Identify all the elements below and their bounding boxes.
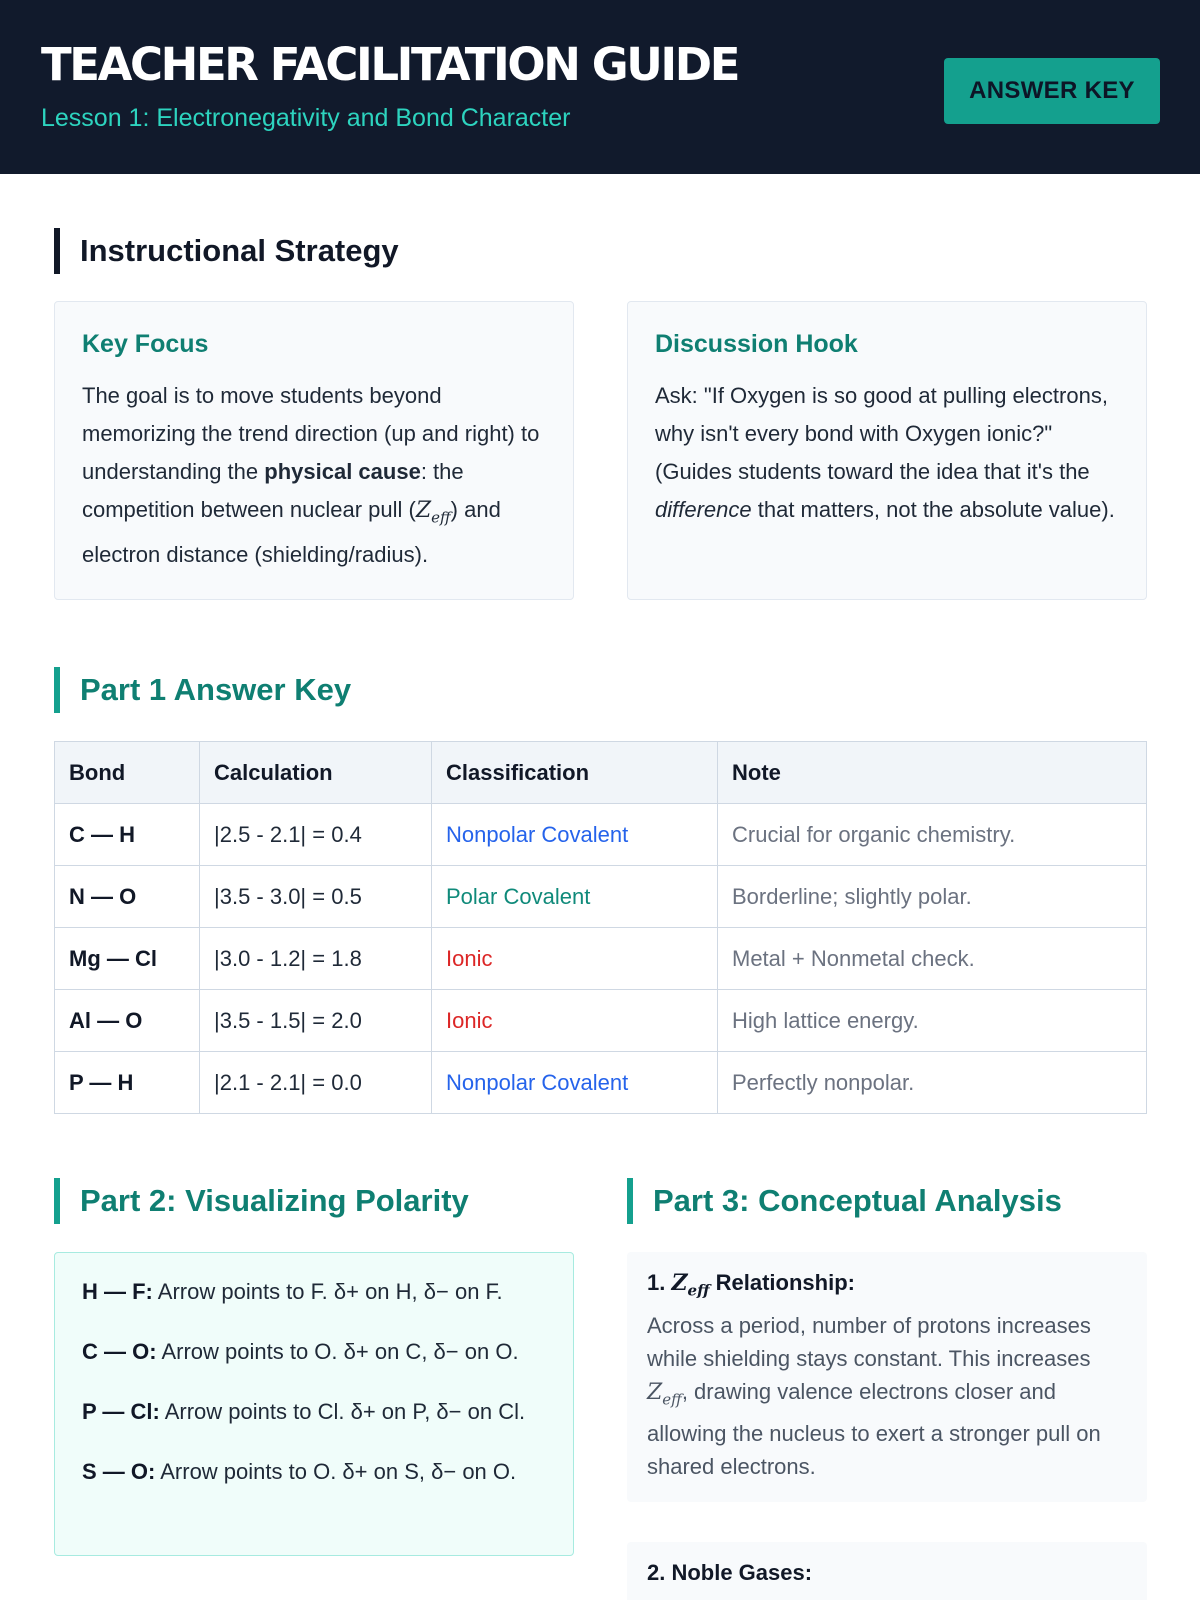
part2-heading: Part 2: Visualizing Polarity — [54, 1178, 469, 1224]
bond-cell: P — H — [55, 1052, 200, 1114]
list-item: S — O: Arrow points to O. δ+ on S, δ− on O. — [82, 1459, 517, 1484]
calculation-cell: |2.1 - 2.1| = 0.0 — [200, 1052, 432, 1114]
note-cell: Metal + Nonmetal check. — [718, 928, 1147, 990]
calculation-cell: |3.5 - 1.5| = 2.0 — [200, 990, 432, 1052]
answer-key-table — [54, 741, 1147, 1114]
lesson-subtitle: Lesson 1: Electronegativity and Bond Character — [41, 104, 571, 132]
instructional-strategy-heading: Instructional Strategy — [54, 228, 399, 274]
bond-cell: C — H — [55, 804, 200, 866]
key-focus-heading: Key Focus — [82, 330, 209, 358]
note-cell: Crucial for organic chemistry. — [718, 804, 1147, 866]
list-item: P — Cl: Arrow points to Cl. δ+ on P, δ− on Cl. — [82, 1399, 526, 1424]
bond-label: S — O: — [82, 1459, 156, 1484]
bond-cell: Mg — Cl — [55, 928, 200, 990]
table-row — [55, 928, 1147, 990]
table-header-row — [55, 742, 1147, 804]
discussion-hook-heading: Discussion Hook — [655, 330, 858, 358]
zeff-symbol: $Z_{eff}$ — [415, 498, 451, 527]
page-title: TEACHER FACILITATION GUIDE — [41, 38, 739, 91]
question-2-title: 2. Noble Gases: — [647, 1560, 813, 1585]
classification-cell: Nonpolar Covalent — [432, 804, 718, 866]
question-1-title: 1. $Z_{eff}$ Relationship: — [647, 1270, 855, 1300]
noble-gases-card — [627, 1542, 1147, 1600]
bond-label: P — Cl: — [82, 1399, 160, 1424]
polarity-list — [54, 1252, 574, 1556]
note-cell: High lattice energy. — [718, 990, 1147, 1052]
part1-heading: Part 1 Answer Key — [54, 667, 351, 713]
key-focus-card — [54, 301, 574, 600]
table-row — [55, 1052, 1147, 1114]
table-row — [55, 804, 1147, 866]
bond-label: C — O: — [82, 1339, 157, 1364]
column-header: Note — [718, 742, 1147, 804]
calculation-cell: |3.0 - 1.2| = 1.8 — [200, 928, 432, 990]
table-row — [55, 866, 1147, 928]
bond-label: H — F: — [82, 1279, 153, 1304]
classification-cell: Polar Covalent — [432, 866, 718, 928]
bond-cell: N — O — [55, 866, 200, 928]
part3-heading: Part 3: Conceptual Analysis — [627, 1178, 1062, 1224]
zeff-relationship-card — [627, 1252, 1147, 1502]
zeff-symbol: $Z_{eff}$ — [671, 1270, 710, 1300]
column-header: Bond — [55, 742, 200, 804]
physical-cause-emphasis: physical cause — [264, 459, 421, 484]
difference-emphasis: difference — [655, 497, 752, 522]
header-banner — [0, 0, 1200, 174]
bond-cell: Al — O — [55, 990, 200, 1052]
classification-cell: Ionic — [432, 990, 718, 1052]
discussion-hook-text: Ask: "If Oxygen is so good at pulling electrons, why isn't every bond with Oxygen ionic?" (Guides students toward the idea that it's the difference that matters, not the absolute value). — [655, 383, 1115, 522]
note-cell: Borderline; slightly polar. — [718, 866, 1147, 928]
key-focus-text: The goal is to move students beyond memorizing the trend direction (up and right) to understanding the physical cause: the competition between nuclear pull $(Z_{eff})$ and electron distance (shielding/radius). — [82, 383, 540, 568]
list-item: C — O: Arrow points to O. δ+ on C, δ− on O. — [82, 1339, 519, 1364]
column-header: Calculation — [200, 742, 432, 804]
question-1-answer: Across a period, number of protons increases while shielding stays constant. This increases $Z_{eff}$, drawing valence electrons closer and allowing the nucleus to exert a stronger pull on shared electrons. — [647, 1313, 1101, 1479]
classification-cell: Nonpolar Covalent — [432, 1052, 718, 1114]
discussion-hook-card — [627, 301, 1147, 600]
calculation-cell: |3.5 - 3.0| = 0.5 — [200, 866, 432, 928]
calculation-cell: |2.5 - 2.1| = 0.4 — [200, 804, 432, 866]
classification-cell: Ionic — [432, 928, 718, 990]
answer-key-badge: ANSWER KEY — [944, 58, 1160, 124]
column-header: Classification — [432, 742, 718, 804]
zeff-symbol: $Z_{eff}$ — [647, 1380, 682, 1409]
list-item: H — F: Arrow points to F. δ+ on H, δ− on F. — [82, 1279, 503, 1304]
table-row — [55, 990, 1147, 1052]
note-cell: Perfectly nonpolar. — [718, 1052, 1147, 1114]
